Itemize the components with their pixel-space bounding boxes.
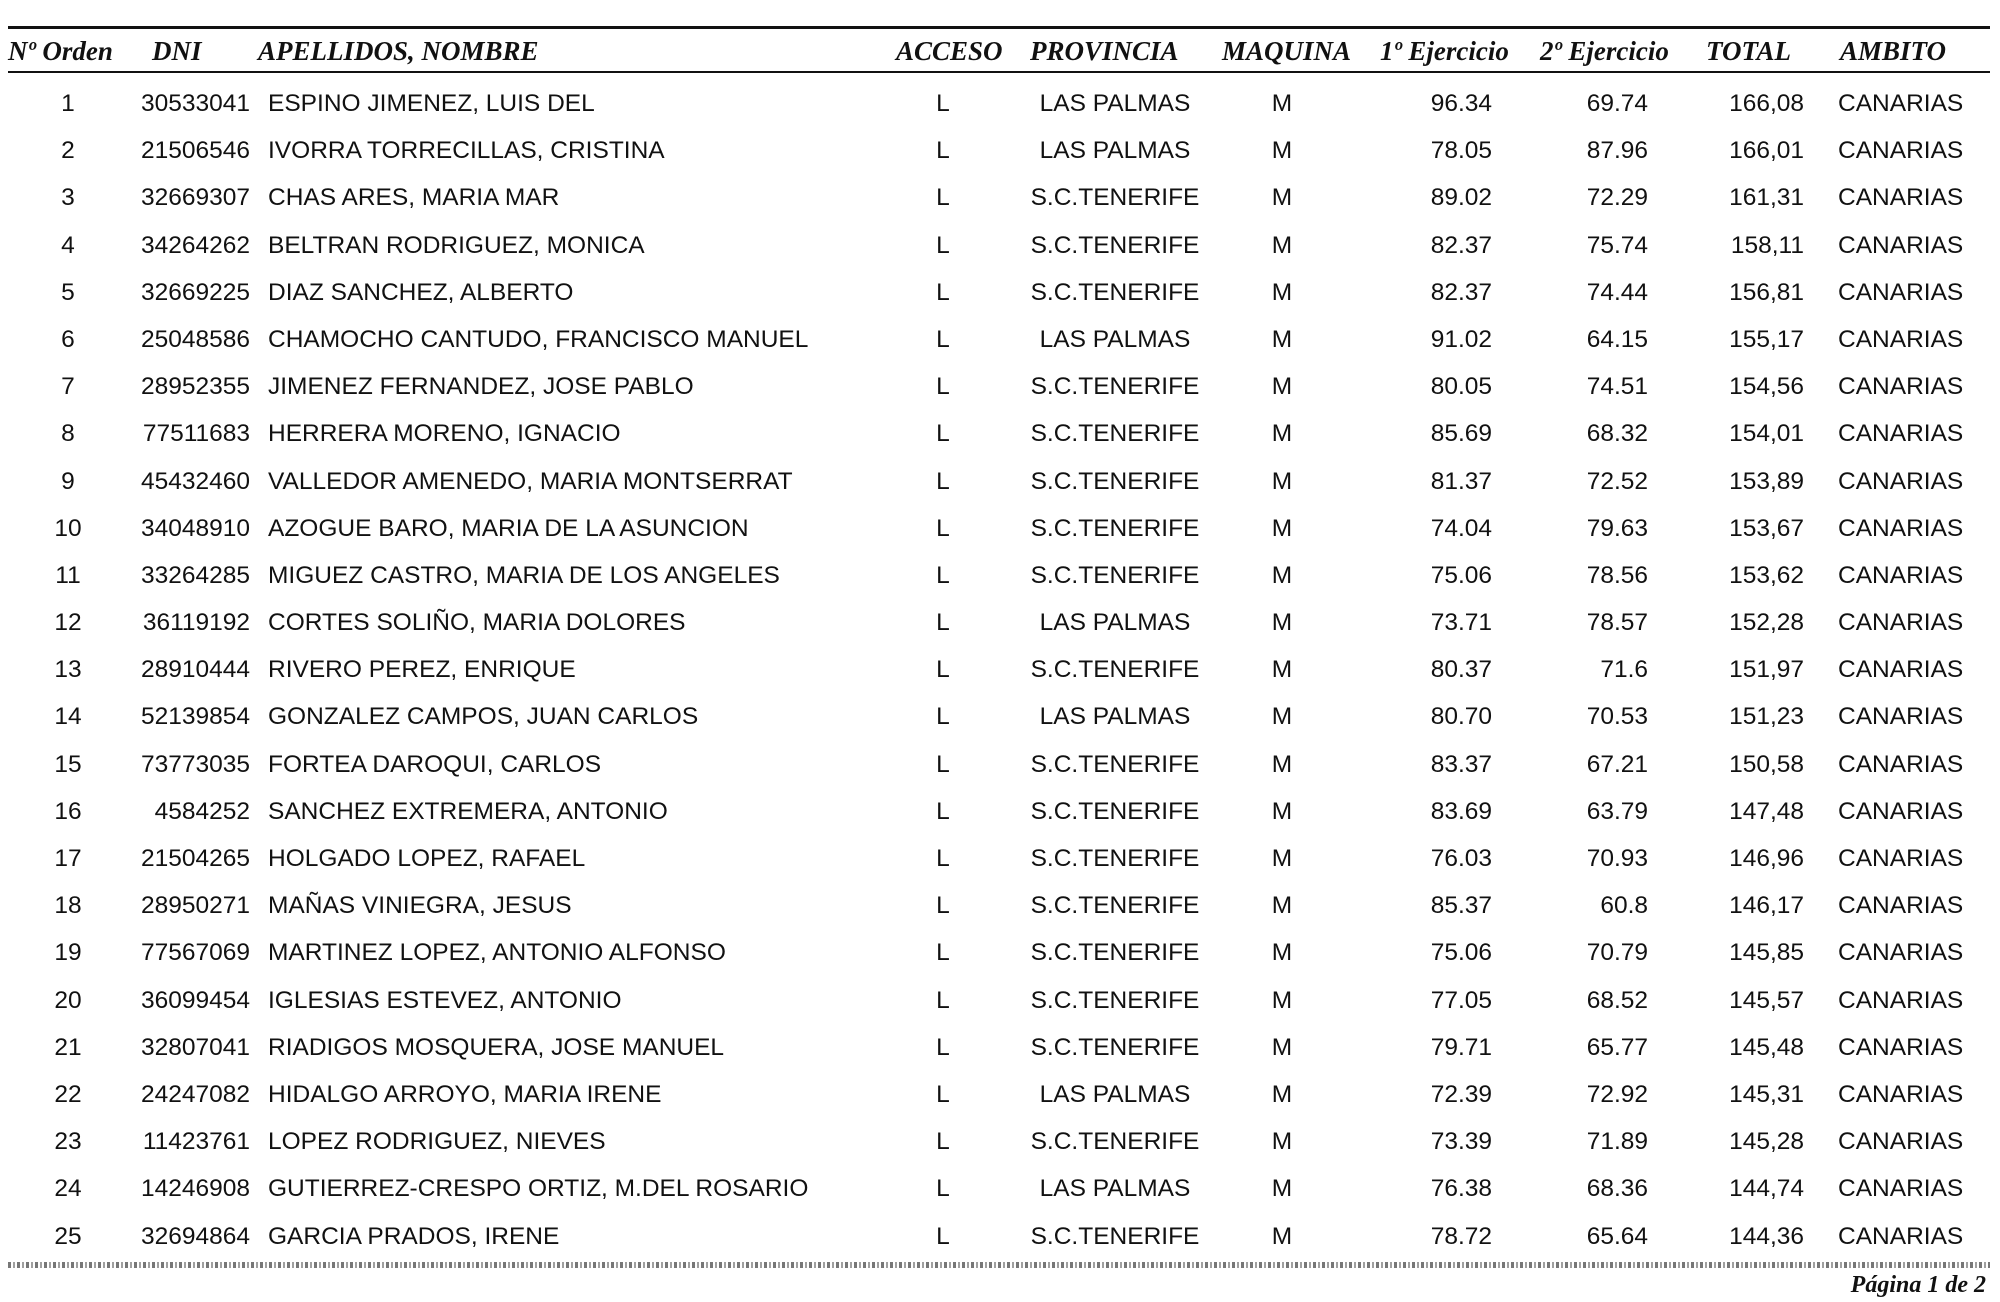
total-cell: 146,96 bbox=[1729, 845, 1804, 872]
total-cell: 161,31 bbox=[1729, 184, 1804, 212]
dni-cell: 4584252 bbox=[154, 797, 250, 825]
maquina-cell: M bbox=[1271, 609, 1293, 637]
ambito-cell: CANARIAS bbox=[1838, 656, 1964, 684]
ejercicio-2-cell: 79.63 bbox=[1586, 514, 1648, 542]
acceso-cell: L bbox=[936, 845, 950, 872]
ambito-cell: CANARIAS bbox=[1838, 797, 1964, 825]
dni-cell: 32669307 bbox=[140, 184, 250, 212]
ejercicio-1-cell: 78.72 bbox=[1430, 1222, 1492, 1250]
provincia-cell: S.C.TENERIFE bbox=[1030, 278, 1200, 306]
nombre-cell: AZOGUE BARO, MARIA DE LA ASUNCION bbox=[268, 514, 749, 542]
header-dni: DNI bbox=[152, 36, 202, 66]
provincia-cell: LAS PALMAS bbox=[1039, 1175, 1191, 1203]
table-row bbox=[0, 511, 2000, 558]
nombre-cell: LOPEZ RODRIGUEZ, NIEVES bbox=[268, 1128, 606, 1156]
ejercicio-1-cell: 76.38 bbox=[1430, 1175, 1492, 1203]
table-row bbox=[0, 652, 2000, 699]
ambito-cell: CANARIAS bbox=[1838, 1222, 1964, 1250]
ambito-cell: CANARIAS bbox=[1838, 939, 1964, 967]
total-cell: 153,89 bbox=[1729, 467, 1804, 495]
ejercicio-2-cell: 74.51 bbox=[1586, 373, 1648, 401]
orden-cell: 16 bbox=[54, 797, 82, 825]
nombre-cell: CHAS ARES, MARIA MAR bbox=[268, 184, 560, 212]
table-row bbox=[0, 1077, 2000, 1124]
total-cell: 166,08 bbox=[1729, 90, 1804, 117]
orden-cell: 7 bbox=[61, 373, 75, 401]
acceso-cell: L bbox=[936, 939, 950, 967]
table-row bbox=[0, 1171, 2000, 1218]
total-cell: 150,58 bbox=[1729, 750, 1804, 778]
provincia-cell: LAS PALMAS bbox=[1039, 90, 1191, 117]
acceso-cell: L bbox=[936, 703, 950, 731]
nombre-cell: IVORRA TORRECILLAS, CRISTINA bbox=[268, 137, 665, 165]
page-number: Página 1 de 2 bbox=[1850, 1272, 1986, 1298]
header-rule bbox=[8, 71, 1990, 73]
acceso-cell: L bbox=[936, 1222, 950, 1250]
maquina-cell: M bbox=[1271, 561, 1293, 589]
acceso-cell: L bbox=[936, 90, 950, 117]
nombre-cell: ESPINO JIMENEZ, LUIS DEL bbox=[268, 90, 595, 117]
ambito-cell: CANARIAS bbox=[1838, 703, 1964, 731]
maquina-cell: M bbox=[1271, 892, 1293, 920]
orden-cell: 19 bbox=[54, 939, 82, 967]
table-row bbox=[0, 133, 2000, 180]
acceso-cell: L bbox=[936, 467, 950, 495]
orden-cell: 10 bbox=[54, 514, 82, 542]
provincia-cell: S.C.TENERIFE bbox=[1030, 467, 1200, 495]
orden-cell: 8 bbox=[61, 420, 75, 448]
acceso-cell: L bbox=[936, 420, 950, 448]
acceso-cell: L bbox=[936, 1080, 950, 1108]
ejercicio-1-cell: 85.69 bbox=[1430, 420, 1492, 448]
ejercicio-2-cell: 74.44 bbox=[1586, 278, 1648, 306]
total-cell: 151,23 bbox=[1729, 703, 1804, 731]
dni-cell: 45432460 bbox=[140, 467, 250, 495]
acceso-cell: L bbox=[936, 514, 950, 542]
maquina-cell: M bbox=[1271, 90, 1293, 117]
ejercicio-2-cell: 60.8 bbox=[1600, 892, 1648, 920]
table-body bbox=[0, 86, 2000, 1266]
table-row bbox=[0, 275, 2000, 322]
ejercicio-1-cell: 78.05 bbox=[1430, 137, 1492, 165]
acceso-cell: L bbox=[936, 609, 950, 637]
nombre-cell: JIMENEZ FERNANDEZ, JOSE PABLO bbox=[268, 373, 694, 401]
provincia-cell: S.C.TENERIFE bbox=[1030, 845, 1200, 872]
provincia-cell: S.C.TENERIFE bbox=[1030, 514, 1200, 542]
ejercicio-2-cell: 70.79 bbox=[1586, 939, 1648, 967]
nombre-cell: RIVERO PEREZ, ENRIQUE bbox=[268, 656, 576, 684]
dni-cell: 34048910 bbox=[140, 514, 250, 542]
ejercicio-2-cell: 72.29 bbox=[1586, 184, 1648, 212]
total-cell: 166,01 bbox=[1729, 137, 1804, 165]
provincia-cell: S.C.TENERIFE bbox=[1030, 1033, 1200, 1061]
orden-cell: 13 bbox=[54, 656, 82, 684]
nombre-cell: MARTINEZ LOPEZ, ANTONIO ALFONSO bbox=[268, 939, 726, 967]
ejercicio-1-cell: 89.02 bbox=[1430, 184, 1492, 212]
ejercicio-1-cell: 74.04 bbox=[1430, 514, 1492, 542]
total-cell: 155,17 bbox=[1729, 325, 1804, 353]
maquina-cell: M bbox=[1271, 1080, 1293, 1108]
provincia-cell: S.C.TENERIFE bbox=[1030, 1128, 1200, 1156]
nombre-cell: DIAZ SANCHEZ, ALBERTO bbox=[268, 278, 574, 306]
orden-cell: 25 bbox=[54, 1222, 82, 1250]
ejercicio-2-cell: 63.79 bbox=[1586, 797, 1648, 825]
ejercicio-1-cell: 83.69 bbox=[1430, 797, 1492, 825]
top-rule bbox=[8, 26, 1990, 29]
ejercicio-2-cell: 65.77 bbox=[1586, 1033, 1648, 1061]
nombre-cell: FORTEA DAROQUI, CARLOS bbox=[268, 750, 602, 778]
nombre-cell: HERRERA MORENO, IGNACIO bbox=[268, 420, 621, 448]
orden-cell: 22 bbox=[54, 1080, 82, 1108]
header-orden: Nº Orden bbox=[8, 36, 113, 66]
dni-cell: 28952355 bbox=[140, 373, 250, 401]
table-row bbox=[0, 369, 2000, 416]
header-total: TOTAL bbox=[1706, 36, 1792, 66]
ambito-cell: CANARIAS bbox=[1838, 1033, 1964, 1061]
orden-cell: 9 bbox=[61, 467, 75, 495]
maquina-cell: M bbox=[1271, 373, 1293, 401]
dni-cell: 36119192 bbox=[142, 609, 250, 637]
provincia-cell: S.C.TENERIFE bbox=[1030, 1222, 1200, 1250]
orden-cell: 24 bbox=[54, 1175, 82, 1203]
nombre-cell: RIADIGOS MOSQUERA, JOSE MANUEL bbox=[268, 1033, 725, 1061]
ejercicio-2-cell: 70.53 bbox=[1586, 703, 1648, 731]
maquina-cell: M bbox=[1271, 278, 1293, 306]
maquina-cell: M bbox=[1271, 137, 1293, 165]
nombre-cell: IGLESIAS ESTEVEZ, ANTONIO bbox=[268, 986, 622, 1014]
dni-cell: 25048586 bbox=[140, 325, 250, 353]
nombre-cell: HOLGADO LOPEZ, RAFAEL bbox=[268, 845, 586, 872]
total-cell: 151,97 bbox=[1729, 656, 1804, 684]
dni-cell: 11423761 bbox=[142, 1128, 250, 1156]
total-cell: 152,28 bbox=[1729, 609, 1804, 637]
ejercicio-2-cell: 72.52 bbox=[1586, 467, 1648, 495]
total-cell: 146,17 bbox=[1729, 892, 1804, 920]
provincia-cell: S.C.TENERIFE bbox=[1030, 986, 1200, 1014]
total-cell: 145,28 bbox=[1729, 1128, 1804, 1156]
total-cell: 158,11 bbox=[1730, 231, 1804, 259]
table-row bbox=[0, 983, 2000, 1030]
acceso-cell: L bbox=[936, 750, 950, 778]
maquina-cell: M bbox=[1271, 231, 1293, 259]
ejercicio-1-cell: 73.71 bbox=[1430, 609, 1492, 637]
provincia-cell: S.C.TENERIFE bbox=[1030, 656, 1200, 684]
provincia-cell: S.C.TENERIFE bbox=[1030, 561, 1200, 589]
ejercicio-2-cell: 68.32 bbox=[1586, 420, 1648, 448]
maquina-cell: M bbox=[1271, 1222, 1293, 1250]
ambito-cell: CANARIAS bbox=[1838, 561, 1964, 589]
orden-cell: 15 bbox=[54, 750, 82, 778]
maquina-cell: M bbox=[1271, 325, 1293, 353]
total-cell: 153,67 bbox=[1729, 514, 1804, 542]
total-cell: 153,62 bbox=[1729, 561, 1804, 589]
ejercicio-2-cell: 64.15 bbox=[1586, 325, 1648, 353]
ejercicio-2-cell: 87.96 bbox=[1586, 137, 1648, 165]
ejercicio-1-cell: 73.39 bbox=[1430, 1128, 1492, 1156]
acceso-cell: L bbox=[936, 797, 950, 825]
ambito-cell: CANARIAS bbox=[1838, 420, 1964, 448]
ejercicio-2-cell: 65.64 bbox=[1586, 1222, 1648, 1250]
dni-cell: 33264285 bbox=[140, 561, 250, 589]
provincia-cell: LAS PALMAS bbox=[1039, 325, 1191, 353]
provincia-cell: LAS PALMAS bbox=[1039, 609, 1191, 637]
provincia-cell: S.C.TENERIFE bbox=[1030, 750, 1200, 778]
ejercicio-2-cell: 75.74 bbox=[1586, 231, 1648, 259]
ejercicio-1-cell: 82.37 bbox=[1430, 278, 1492, 306]
provincia-cell: S.C.TENERIFE bbox=[1030, 797, 1200, 825]
table-row bbox=[0, 888, 2000, 935]
provincia-cell: S.C.TENERIFE bbox=[1030, 892, 1200, 920]
table-row bbox=[0, 86, 2000, 133]
orden-cell: 6 bbox=[61, 325, 75, 353]
ejercicio-1-cell: 85.37 bbox=[1430, 892, 1492, 920]
ejercicio-1-cell: 83.37 bbox=[1430, 750, 1492, 778]
nombre-cell: SANCHEZ EXTREMERA, ANTONIO bbox=[268, 797, 668, 825]
dni-cell: 32807041 bbox=[140, 1033, 250, 1061]
dni-cell: 77511683 bbox=[142, 420, 250, 448]
dni-cell: 21504265 bbox=[140, 845, 250, 872]
provincia-cell: S.C.TENERIFE bbox=[1030, 231, 1200, 259]
dni-cell: 32669225 bbox=[140, 278, 250, 306]
table-row bbox=[0, 605, 2000, 652]
maquina-cell: M bbox=[1271, 656, 1293, 684]
acceso-cell: L bbox=[936, 137, 950, 165]
nombre-cell: CHAMOCHO CANTUDO, FRANCISCO MANUEL bbox=[268, 325, 809, 353]
nombre-cell: GARCIA PRADOS, IRENE bbox=[268, 1222, 560, 1250]
ejercicio-1-cell: 77.05 bbox=[1430, 986, 1492, 1014]
ejercicio-1-cell: 72.39 bbox=[1430, 1080, 1492, 1108]
nombre-cell: HIDALGO ARROYO, MARIA IRENE bbox=[268, 1080, 662, 1108]
orden-cell: 11 bbox=[55, 561, 81, 589]
nombre-cell: GUTIERREZ-CRESPO ORTIZ, M.DEL ROSARIO bbox=[268, 1175, 809, 1203]
ejercicio-2-cell: 68.36 bbox=[1586, 1175, 1648, 1203]
ambito-cell: CANARIAS bbox=[1838, 892, 1964, 920]
table-row bbox=[0, 558, 2000, 605]
ambito-cell: CANARIAS bbox=[1838, 373, 1964, 401]
acceso-cell: L bbox=[936, 561, 950, 589]
provincia-cell: LAS PALMAS bbox=[1039, 703, 1191, 731]
total-cell: 154,56 bbox=[1729, 373, 1804, 401]
total-cell: 156,81 bbox=[1729, 278, 1804, 306]
table-row bbox=[0, 841, 2000, 888]
orden-cell: 3 bbox=[61, 184, 75, 212]
table-header bbox=[0, 30, 2000, 70]
maquina-cell: M bbox=[1271, 939, 1293, 967]
ambito-cell: CANARIAS bbox=[1838, 184, 1964, 212]
dni-cell: 28910444 bbox=[140, 656, 250, 684]
dni-cell: 32694864 bbox=[140, 1222, 250, 1250]
acceso-cell: L bbox=[936, 986, 950, 1014]
maquina-cell: M bbox=[1271, 420, 1293, 448]
maquina-cell: M bbox=[1271, 514, 1293, 542]
ambito-cell: CANARIAS bbox=[1838, 325, 1964, 353]
table-row bbox=[0, 228, 2000, 275]
total-cell: 145,57 bbox=[1729, 986, 1804, 1014]
maquina-cell: M bbox=[1271, 986, 1293, 1014]
maquina-cell: M bbox=[1271, 1175, 1293, 1203]
acceso-cell: L bbox=[936, 278, 950, 306]
ejercicio-1-cell: 79.71 bbox=[1430, 1033, 1492, 1061]
ejercicio-1-cell: 75.06 bbox=[1430, 939, 1492, 967]
dni-cell: 36099454 bbox=[140, 986, 250, 1014]
header-ejercicio-2: 2º Ejercicio bbox=[1540, 36, 1669, 66]
total-cell: 144,36 bbox=[1729, 1222, 1804, 1250]
acceso-cell: L bbox=[936, 231, 950, 259]
maquina-cell: M bbox=[1271, 1033, 1293, 1061]
dni-cell: 14246908 bbox=[140, 1175, 250, 1203]
table-row bbox=[0, 935, 2000, 982]
ejercicio-2-cell: 78.57 bbox=[1586, 609, 1648, 637]
orden-cell: 18 bbox=[54, 892, 82, 920]
provincia-cell: LAS PALMAS bbox=[1039, 1080, 1191, 1108]
maquina-cell: M bbox=[1271, 184, 1293, 212]
nombre-cell: CORTES SOLIÑO, MARIA DOLORES bbox=[268, 609, 686, 637]
maquina-cell: M bbox=[1271, 1128, 1293, 1156]
acceso-cell: L bbox=[936, 1175, 950, 1203]
orden-cell: 17 bbox=[54, 845, 82, 872]
ejercicio-2-cell: 78.56 bbox=[1586, 561, 1648, 589]
ambito-cell: CANARIAS bbox=[1838, 1128, 1964, 1156]
ejercicio-1-cell: 96.34 bbox=[1430, 90, 1492, 117]
ambito-cell: CANARIAS bbox=[1838, 1175, 1964, 1203]
ejercicio-1-cell: 80.70 bbox=[1430, 703, 1492, 731]
nombre-cell: BELTRAN RODRIGUEZ, MONICA bbox=[268, 231, 645, 259]
dni-cell: 21506546 bbox=[140, 137, 250, 165]
orden-cell: 21 bbox=[54, 1033, 82, 1061]
provincia-cell: S.C.TENERIFE bbox=[1030, 373, 1200, 401]
total-cell: 147,48 bbox=[1729, 797, 1804, 825]
table-row bbox=[0, 794, 2000, 841]
table-row bbox=[0, 180, 2000, 227]
table-row bbox=[0, 322, 2000, 369]
maquina-cell: M bbox=[1271, 703, 1293, 731]
table-row bbox=[0, 1219, 2000, 1266]
header-ejercicio-1: 1º Ejercicio bbox=[1380, 36, 1509, 66]
ejercicio-2-cell: 69.74 bbox=[1586, 90, 1648, 117]
ejercicio-1-cell: 80.37 bbox=[1430, 656, 1492, 684]
ambito-cell: CANARIAS bbox=[1838, 986, 1964, 1014]
acceso-cell: L bbox=[936, 325, 950, 353]
table-row bbox=[0, 416, 2000, 463]
ejercicio-2-cell: 72.92 bbox=[1586, 1080, 1648, 1108]
bottom-rule bbox=[8, 1262, 1990, 1268]
orden-cell: 1 bbox=[61, 90, 75, 117]
total-cell: 145,48 bbox=[1729, 1033, 1804, 1061]
acceso-cell: L bbox=[936, 892, 950, 920]
orden-cell: 23 bbox=[54, 1128, 82, 1156]
ambito-cell: CANARIAS bbox=[1838, 845, 1964, 872]
ejercicio-2-cell: 67.21 bbox=[1586, 750, 1648, 778]
provincia-cell: LAS PALMAS bbox=[1039, 137, 1191, 165]
dni-cell: 24247082 bbox=[140, 1080, 250, 1108]
ejercicio-1-cell: 81.37 bbox=[1430, 467, 1492, 495]
dni-cell: 52139854 bbox=[140, 703, 250, 731]
total-cell: 154,01 bbox=[1729, 420, 1804, 448]
maquina-cell: M bbox=[1271, 845, 1293, 872]
table-row bbox=[0, 464, 2000, 511]
ambito-cell: CANARIAS bbox=[1838, 137, 1964, 165]
dni-cell: 73773035 bbox=[140, 750, 250, 778]
provincia-cell: S.C.TENERIFE bbox=[1030, 939, 1200, 967]
orden-cell: 14 bbox=[54, 703, 82, 731]
ejercicio-1-cell: 91.02 bbox=[1430, 325, 1492, 353]
orden-cell: 20 bbox=[54, 986, 82, 1014]
ambito-cell: CANARIAS bbox=[1838, 90, 1964, 117]
ambito-cell: CANARIAS bbox=[1838, 609, 1964, 637]
acceso-cell: L bbox=[936, 656, 950, 684]
header-ambito: AMBITO bbox=[1840, 36, 1947, 66]
table-row bbox=[0, 699, 2000, 746]
ejercicio-2-cell: 68.52 bbox=[1586, 986, 1648, 1014]
maquina-cell: M bbox=[1271, 467, 1293, 495]
dni-cell: 28950271 bbox=[140, 892, 250, 920]
maquina-cell: M bbox=[1271, 750, 1293, 778]
nombre-cell: GONZALEZ CAMPOS, JUAN CARLOS bbox=[268, 703, 699, 731]
dni-cell: 30533041 bbox=[140, 90, 250, 117]
nombre-cell: MIGUEZ CASTRO, MARIA DE LOS ANGELES bbox=[268, 561, 780, 589]
acceso-cell: L bbox=[936, 1128, 950, 1156]
header-maquina: MAQUINA bbox=[1222, 36, 1352, 66]
table-row bbox=[0, 1124, 2000, 1171]
nombre-cell: MAÑAS VINIEGRA, JESUS bbox=[268, 892, 572, 920]
total-cell: 145,85 bbox=[1729, 939, 1804, 967]
orden-cell: 4 bbox=[61, 231, 75, 259]
table-row bbox=[0, 1030, 2000, 1077]
provincia-cell: S.C.TENERIFE bbox=[1030, 184, 1200, 212]
acceso-cell: L bbox=[936, 1033, 950, 1061]
ambito-cell: CANARIAS bbox=[1838, 278, 1964, 306]
ambito-cell: CANARIAS bbox=[1838, 1080, 1964, 1108]
header-provincia: PROVINCIA bbox=[1030, 36, 1179, 66]
ambito-cell: CANARIAS bbox=[1838, 514, 1964, 542]
header-nombre: APELLIDOS, NOMBRE bbox=[258, 36, 539, 66]
total-cell: 145,31 bbox=[1729, 1080, 1804, 1108]
table-row bbox=[0, 747, 2000, 794]
maquina-cell: M bbox=[1271, 797, 1293, 825]
dni-cell: 77567069 bbox=[140, 939, 250, 967]
total-cell: 144,74 bbox=[1729, 1175, 1804, 1203]
ejercicio-1-cell: 76.03 bbox=[1430, 845, 1492, 872]
orden-cell: 5 bbox=[61, 278, 75, 306]
acceso-cell: L bbox=[936, 184, 950, 212]
ambito-cell: CANARIAS bbox=[1838, 467, 1964, 495]
ejercicio-2-cell: 70.93 bbox=[1586, 845, 1648, 872]
ejercicio-1-cell: 82.37 bbox=[1430, 231, 1492, 259]
ejercicio-1-cell: 80.05 bbox=[1430, 373, 1492, 401]
ejercicio-1-cell: 75.06 bbox=[1430, 561, 1492, 589]
orden-cell: 12 bbox=[54, 609, 82, 637]
ejercicio-2-cell: 71.6 bbox=[1600, 656, 1648, 684]
header-acceso: ACCESO bbox=[896, 36, 1003, 66]
provincia-cell: S.C.TENERIFE bbox=[1030, 420, 1200, 448]
acceso-cell: L bbox=[936, 373, 950, 401]
ambito-cell: CANARIAS bbox=[1838, 231, 1964, 259]
dni-cell: 34264262 bbox=[140, 231, 250, 259]
nombre-cell: VALLEDOR AMENEDO, MARIA MONTSERRAT bbox=[268, 467, 793, 495]
ambito-cell: CANARIAS bbox=[1838, 750, 1964, 778]
ejercicio-2-cell: 71.89 bbox=[1586, 1128, 1648, 1156]
orden-cell: 2 bbox=[61, 137, 75, 165]
